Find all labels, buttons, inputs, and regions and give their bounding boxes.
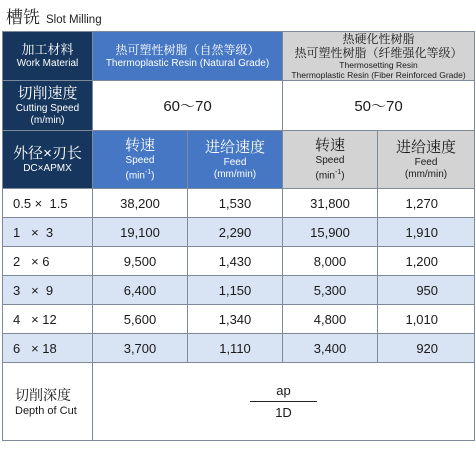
- ts-feed-cell: 920: [378, 334, 475, 363]
- cutting-conditions-table: [2, 31, 475, 441]
- thermoset-cutting-speed: 50～70: [283, 81, 475, 131]
- tp-feed-cell: 2,290: [188, 218, 283, 247]
- table-row: [3, 334, 475, 363]
- table-row: [3, 305, 475, 334]
- size-cell: 6 × 18: [3, 334, 93, 363]
- ts-speed-cell: 8,000: [283, 247, 378, 276]
- tp-speed-cell: 19,100: [93, 218, 188, 247]
- material-header-row: [3, 32, 475, 81]
- thermoplastic-speed-header: 转速 Speed $(\min^{-1})$: [93, 131, 188, 189]
- size-cell: 3 × 9: [3, 276, 93, 305]
- tp-feed-cell: 1,110: [188, 334, 283, 363]
- thermoplastic-feed-header: 进给速度 Feed (mm/min): [188, 131, 283, 189]
- depth-numerator: ap: [250, 383, 316, 402]
- title-en: Slot Milling: [46, 14, 102, 26]
- thermoplastic-header: 热可塑性树脂（自然等级） Thermoplastic Resin (Natural Grade): [93, 32, 283, 81]
- depth-of-cut-value: [93, 363, 475, 441]
- thermoset-speed-header: 转速 Speed $(\min^{-1})$: [283, 131, 378, 189]
- work-material-header: 加工材料 Work Material: [3, 32, 93, 81]
- depth-of-cut-label: 切削深度 Depth of Cut: [3, 363, 93, 441]
- thermoset-header: 热硬化性树脂 热可塑性树脂（纤维强化等级） Thermosetting Resin Thermoplastic Resin (Fiber Reinforced Grade): [283, 32, 475, 81]
- depth-denominator: 1D: [275, 405, 292, 420]
- thermoplastic-cutting-speed: 60～70: [93, 81, 283, 131]
- ts-speed-cell: 5,300: [283, 276, 378, 305]
- tp-speed-cell: 9,500: [93, 247, 188, 276]
- ts-feed-cell: 1,200: [378, 247, 475, 276]
- tp-speed-cell: 5,600: [93, 305, 188, 334]
- size-cell: 1 × 3: [3, 218, 93, 247]
- table-row: [3, 276, 475, 305]
- ts-speed-cell: 4,800: [283, 305, 378, 334]
- depth-of-cut-row: [3, 363, 475, 441]
- cutting-speed-header: 切削速度 Cutting Speed (m/min): [3, 81, 93, 131]
- size-cell: 2 × 6: [3, 247, 93, 276]
- thermoset-feed-header: 进给速度 Feed (mm/min): [378, 131, 475, 189]
- ts-feed-cell: 1,910: [378, 218, 475, 247]
- ts-speed-cell: 3,400: [283, 334, 378, 363]
- title-zh: 槽铣: [6, 8, 40, 27]
- tp-feed-cell: 1,340: [188, 305, 283, 334]
- size-cell: 4 × 12: [3, 305, 93, 334]
- size-header: 外径×刃长 DC×APMX: [3, 131, 93, 189]
- ts-feed-cell: 1,270: [378, 189, 475, 218]
- tp-feed-cell: 1,150: [188, 276, 283, 305]
- depth-fraction: [250, 383, 316, 421]
- ts-feed-cell: 1,010: [378, 305, 475, 334]
- ts-speed-cell: 31,800: [283, 189, 378, 218]
- table-row: [3, 218, 475, 247]
- ts-speed-cell: 15,900: [283, 218, 378, 247]
- table-row: [3, 189, 475, 218]
- tp-speed-cell: 6,400: [93, 276, 188, 305]
- sub-header-row: [3, 131, 475, 189]
- table-row: [3, 247, 475, 276]
- tp-speed-cell: 3,700: [93, 334, 188, 363]
- ts-feed-cell: 950: [378, 276, 475, 305]
- tp-feed-cell: 1,430: [188, 247, 283, 276]
- tp-feed-cell: 1,530: [188, 189, 283, 218]
- cutting-speed-row: [3, 81, 475, 131]
- page-title: [6, 3, 102, 29]
- tp-speed-cell: 38,200: [93, 189, 188, 218]
- size-cell: 0.5 × 1.5: [3, 189, 93, 218]
